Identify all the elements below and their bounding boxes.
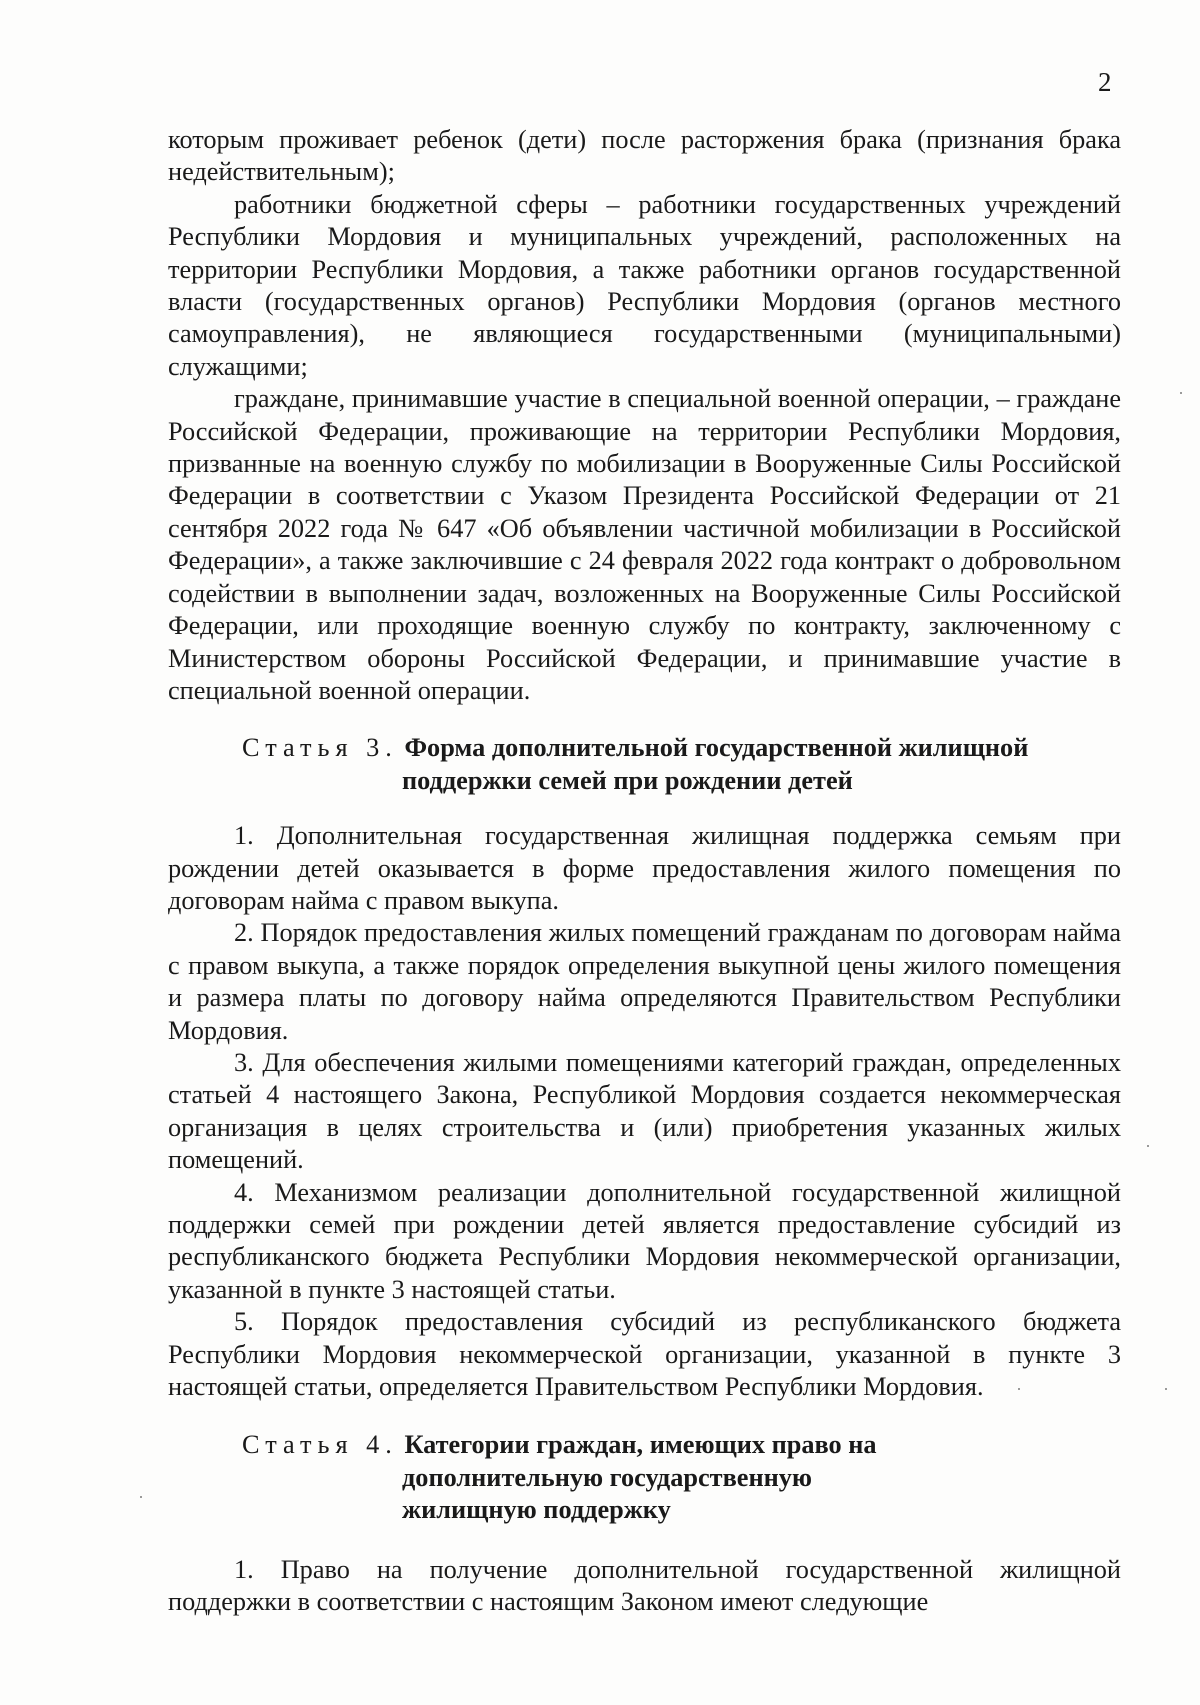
article-4-heading-line-1 <box>168 1429 1121 1461</box>
article-4-paragraph-1: 1. Право на получение дополнительной государственной жилищной поддержки в соответствии с настоящим Законом имеют следующие <box>168 1554 1121 1617</box>
article-3-heading <box>168 732 1121 797</box>
intro-paragraph-1: которым проживает ребенок (дети) после расторжения брака (признания брака недействительным); <box>168 125 1121 187</box>
article-3-heading-line-1 <box>168 732 1121 764</box>
scan-speck <box>1180 392 1182 394</box>
article-3-paragraph-2: 2. Порядок предоставления жилых помещений гражданам по договорам найма с правом выкупа, а также порядок определения выкупной цены жилого помещения и размера платы по договору найма определяются Правительством Республики Мордовия. <box>168 918 1121 1045</box>
article-3-paragraph-1: 1. Дополнительная государственная жилищная поддержка семьям при рождении детей оказывается в форме предоставления жилого помещения по договорам найма с правом выкупа. <box>168 821 1121 915</box>
article-3-title-part-1: Форма дополнительной государственной жилищной <box>404 733 1029 763</box>
document-body <box>168 124 1121 1618</box>
intro-paragraph-3: граждане, принимавшие участие в специальной военной операции, – граждане Российской Федерации, проживающие на территории Республики Мордовия, призванные на военную службу по мобилизации в Вооруженные Силы Российской Федерации в соответствии с Указом Президента Российской Федерации от 21 сентября 2022 года № 647 «Об объявлении частичной мобилизации в Российской Федерации», а также заключившие с 24 февраля 2022 года контракт о добровольном содействии в выполнении задач, возложенных на Вооруженные Силы Российской Федерации, или проходящие военную службу по контракту, заключенному с Министерством обороны Российской Федерации, и принимавшие участие в специальной военной операции. <box>168 384 1121 705</box>
scan-speck <box>1165 1388 1167 1390</box>
scan-speck <box>1147 1145 1149 1147</box>
article-4-title-part-2: дополнительную государственную <box>402 1462 813 1492</box>
article-3-label: Статья 3. <box>242 733 398 763</box>
scan-speck <box>1018 1388 1020 1390</box>
article-3-paragraph-3: 3. Для обеспечения жилыми помещениями категорий граждан, определенных статьей 4 настоящего Закона, Республикой Мордовия создается некоммерческая организация в целях строительства и (или) приобретения указанных жилых помещений. <box>168 1047 1121 1175</box>
article-3-title-part-2: поддержки семей при рождении детей <box>402 765 853 795</box>
article-4-title-part-3: жилищную поддержку <box>402 1495 671 1525</box>
intro-paragraph-2: работники бюджетной сферы – работники государственных учреждений Республики Мордовия и муниципальных учреждений, расположенных на территории Республики Мордовия, а также работники органов государственной власти (государственных органов) Республики Мордовия (органов местного самоуправления), не являющиеся государственными (муниципальными) служащими; <box>168 189 1121 381</box>
article-4-label: Статья 4. <box>242 1430 398 1460</box>
article-3-paragraph-5: 5. Порядок предоставления субсидий из республиканского бюджета Республики Мордовия некоммерческой организации, указанной в пункте 3 настоящей статьи, определяется Правительством Республики Мордовия. <box>168 1307 1121 1402</box>
article-3-paragraph-4: 4. Механизмом реализации дополнительной государственной жилищной поддержки семей при рождении детей является предоставление субсидий из республиканского бюджета Республики Мордовия некоммерческой организации, указанной в пункте 3 настоящей статьи. <box>168 1177 1121 1304</box>
page-number: 2 <box>1098 67 1112 97</box>
article-4-title-part-1: Категории граждан, имеющих право на <box>404 1430 877 1460</box>
scan-speck <box>140 1496 142 1498</box>
article-4-heading <box>168 1429 1121 1526</box>
